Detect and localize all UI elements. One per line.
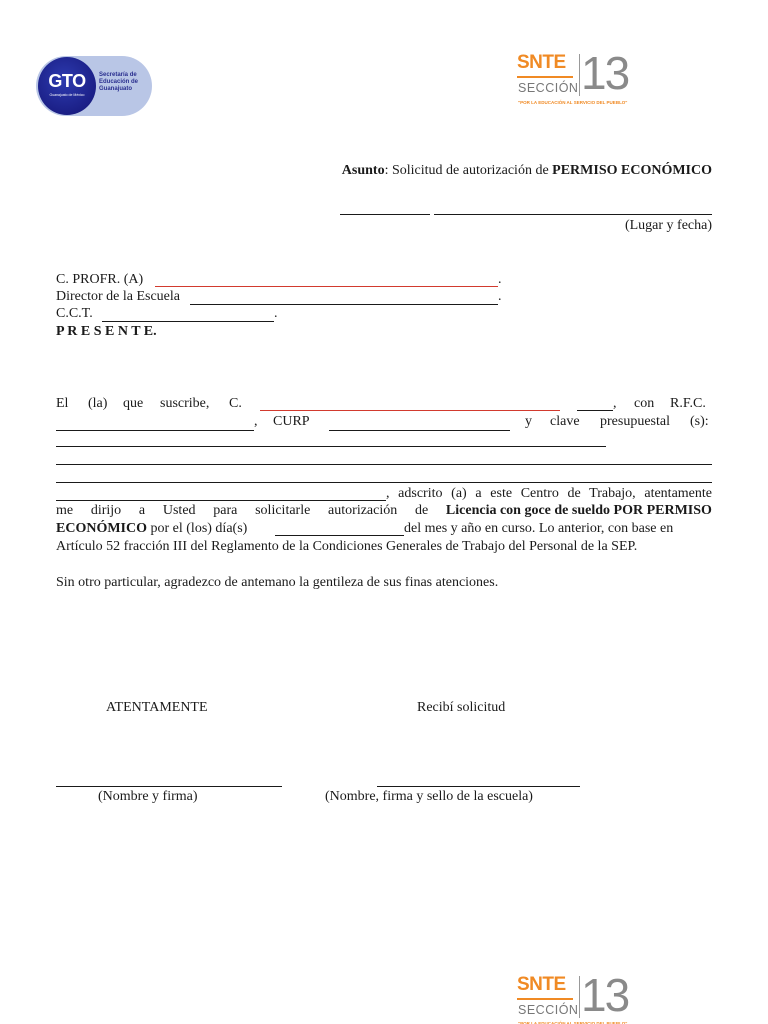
signature-left-title: ATENTAMENTE: [106, 700, 208, 715]
applicant-extra-field[interactable]: [577, 410, 613, 411]
economico-line: [56, 521, 247, 537]
snte-logo-bottom: [517, 974, 629, 1024]
clave-presupuestal-field-1[interactable]: [56, 446, 606, 447]
rfc-field[interactable]: [56, 430, 254, 431]
mes-anio-text: del mes y año en curso. Lo anterior, con base en: [404, 521, 674, 536]
subject-text: : Solicitud de autorización de: [384, 163, 553, 178]
clave-word: presupuestal: [600, 414, 670, 429]
dirijo-line: [56, 503, 712, 519]
snte-underline: [517, 76, 573, 78]
rfc-comma: ,: [254, 414, 258, 429]
applicant-name-field[interactable]: [260, 410, 560, 411]
p1-tail-word: R.F.C.: [670, 396, 706, 411]
p1-word: (la): [88, 396, 108, 411]
snte-logo-top: [517, 47, 629, 108]
subject-label: Asunto: [341, 163, 385, 178]
p1-word: El: [56, 396, 69, 411]
p1-comma: ,: [613, 396, 617, 411]
dirijo-word: para: [213, 503, 238, 518]
addressee-dot: .: [498, 272, 502, 287]
addressee-director-label: Director de la Escuela: [56, 289, 180, 304]
subject-bold: PERMISO ECONÓMICO: [552, 163, 712, 178]
clave-word: (s):: [690, 414, 709, 429]
snte-section: SECCIÓN: [518, 1003, 579, 1017]
snte-number: 13: [581, 974, 629, 1021]
clave-word: y: [525, 414, 532, 429]
p1-word: suscribe,: [160, 396, 210, 411]
closing-text: Sin otro particular, agradezco de antemano la gentileza de sus finas atenciones.: [56, 575, 499, 590]
dirijo-word: dirijo: [90, 503, 122, 518]
clave-presupuestal-field-2[interactable]: [56, 464, 712, 465]
snte-name: SNTE: [517, 52, 566, 73]
por-dias-text: por el (los) día(s): [147, 521, 248, 536]
cct-field[interactable]: [102, 321, 274, 322]
signature-right-caption: (Nombre, firma y sello de la escuela): [325, 789, 533, 804]
signature-left-line[interactable]: [56, 786, 282, 787]
p1-word: que: [123, 396, 144, 411]
curp-label: CURP: [273, 414, 310, 429]
clave-presupuestal-field-4[interactable]: [56, 500, 386, 501]
snte-underline: [517, 998, 573, 1000]
adscrito-text: , adscrito (a) a este Centro de Trabajo, atentamente: [386, 486, 712, 501]
p1-word: C.: [229, 396, 242, 411]
place-line[interactable]: [340, 214, 430, 215]
place-date-label: (Lugar y fecha): [624, 218, 712, 233]
dirijo-word: solicitarle: [255, 503, 311, 518]
articulo-text: Artículo 52 fracción III del Reglamento de la Condiciones Generales de Trabajo del Personal de la SEP.: [56, 539, 638, 554]
licencia-bold: Licencia con goce de sueldo POR PERMISO: [445, 503, 712, 518]
subject-line: [342, 163, 712, 179]
dirijo-word: a: [138, 503, 146, 518]
curp-field[interactable]: [329, 430, 510, 431]
economico-bold: ECONÓMICO: [56, 521, 147, 536]
clave-presupuestal-field-3[interactable]: [56, 482, 712, 483]
date-line[interactable]: [434, 214, 712, 215]
snte-number: 13: [581, 47, 629, 99]
addressee-dot: .: [274, 306, 278, 321]
signature-left-caption: (Nombre y firma): [98, 789, 198, 804]
addressee-cct-label: C.C.T.: [56, 306, 93, 321]
clave-word: clave: [550, 414, 580, 429]
profr-name-field[interactable]: [155, 286, 498, 287]
dirijo-word: Usted: [162, 503, 196, 518]
days-field[interactable]: [275, 535, 404, 536]
addressee-profr-label: C. PROFR. (A): [56, 272, 144, 287]
gto-organization-name: Secretaría de Educación de Guanajuato: [99, 72, 139, 92]
snte-motto: "POR LA EDUCACIÓN AL SERVICIO DEL PUEBLO": [518, 100, 628, 105]
gto-logo-subtitle: Guanajuato de México: [49, 93, 85, 97]
dirijo-word: me: [56, 503, 74, 518]
snte-motto: "POR LA EDUCACIÓN AL SERVICIO DEL PUEBLO": [518, 1021, 628, 1024]
dirijo-word: autorización: [328, 503, 398, 518]
signature-right-line[interactable]: [377, 786, 580, 787]
addressee-dot: .: [498, 289, 502, 304]
snte-name: SNTE: [517, 974, 566, 995]
presente-heading: P R E S E N T E.: [56, 324, 157, 339]
gto-logo-text: GTO: [48, 71, 86, 91]
snte-section: SECCIÓN: [518, 81, 579, 95]
snte-divider: [579, 976, 580, 1018]
dirijo-word: de: [414, 503, 429, 518]
p1-tail-word: con: [634, 396, 655, 411]
signature-right-title: Recibí solicitud: [417, 700, 506, 715]
snte-divider: [579, 54, 580, 96]
school-name-field[interactable]: [190, 304, 498, 305]
